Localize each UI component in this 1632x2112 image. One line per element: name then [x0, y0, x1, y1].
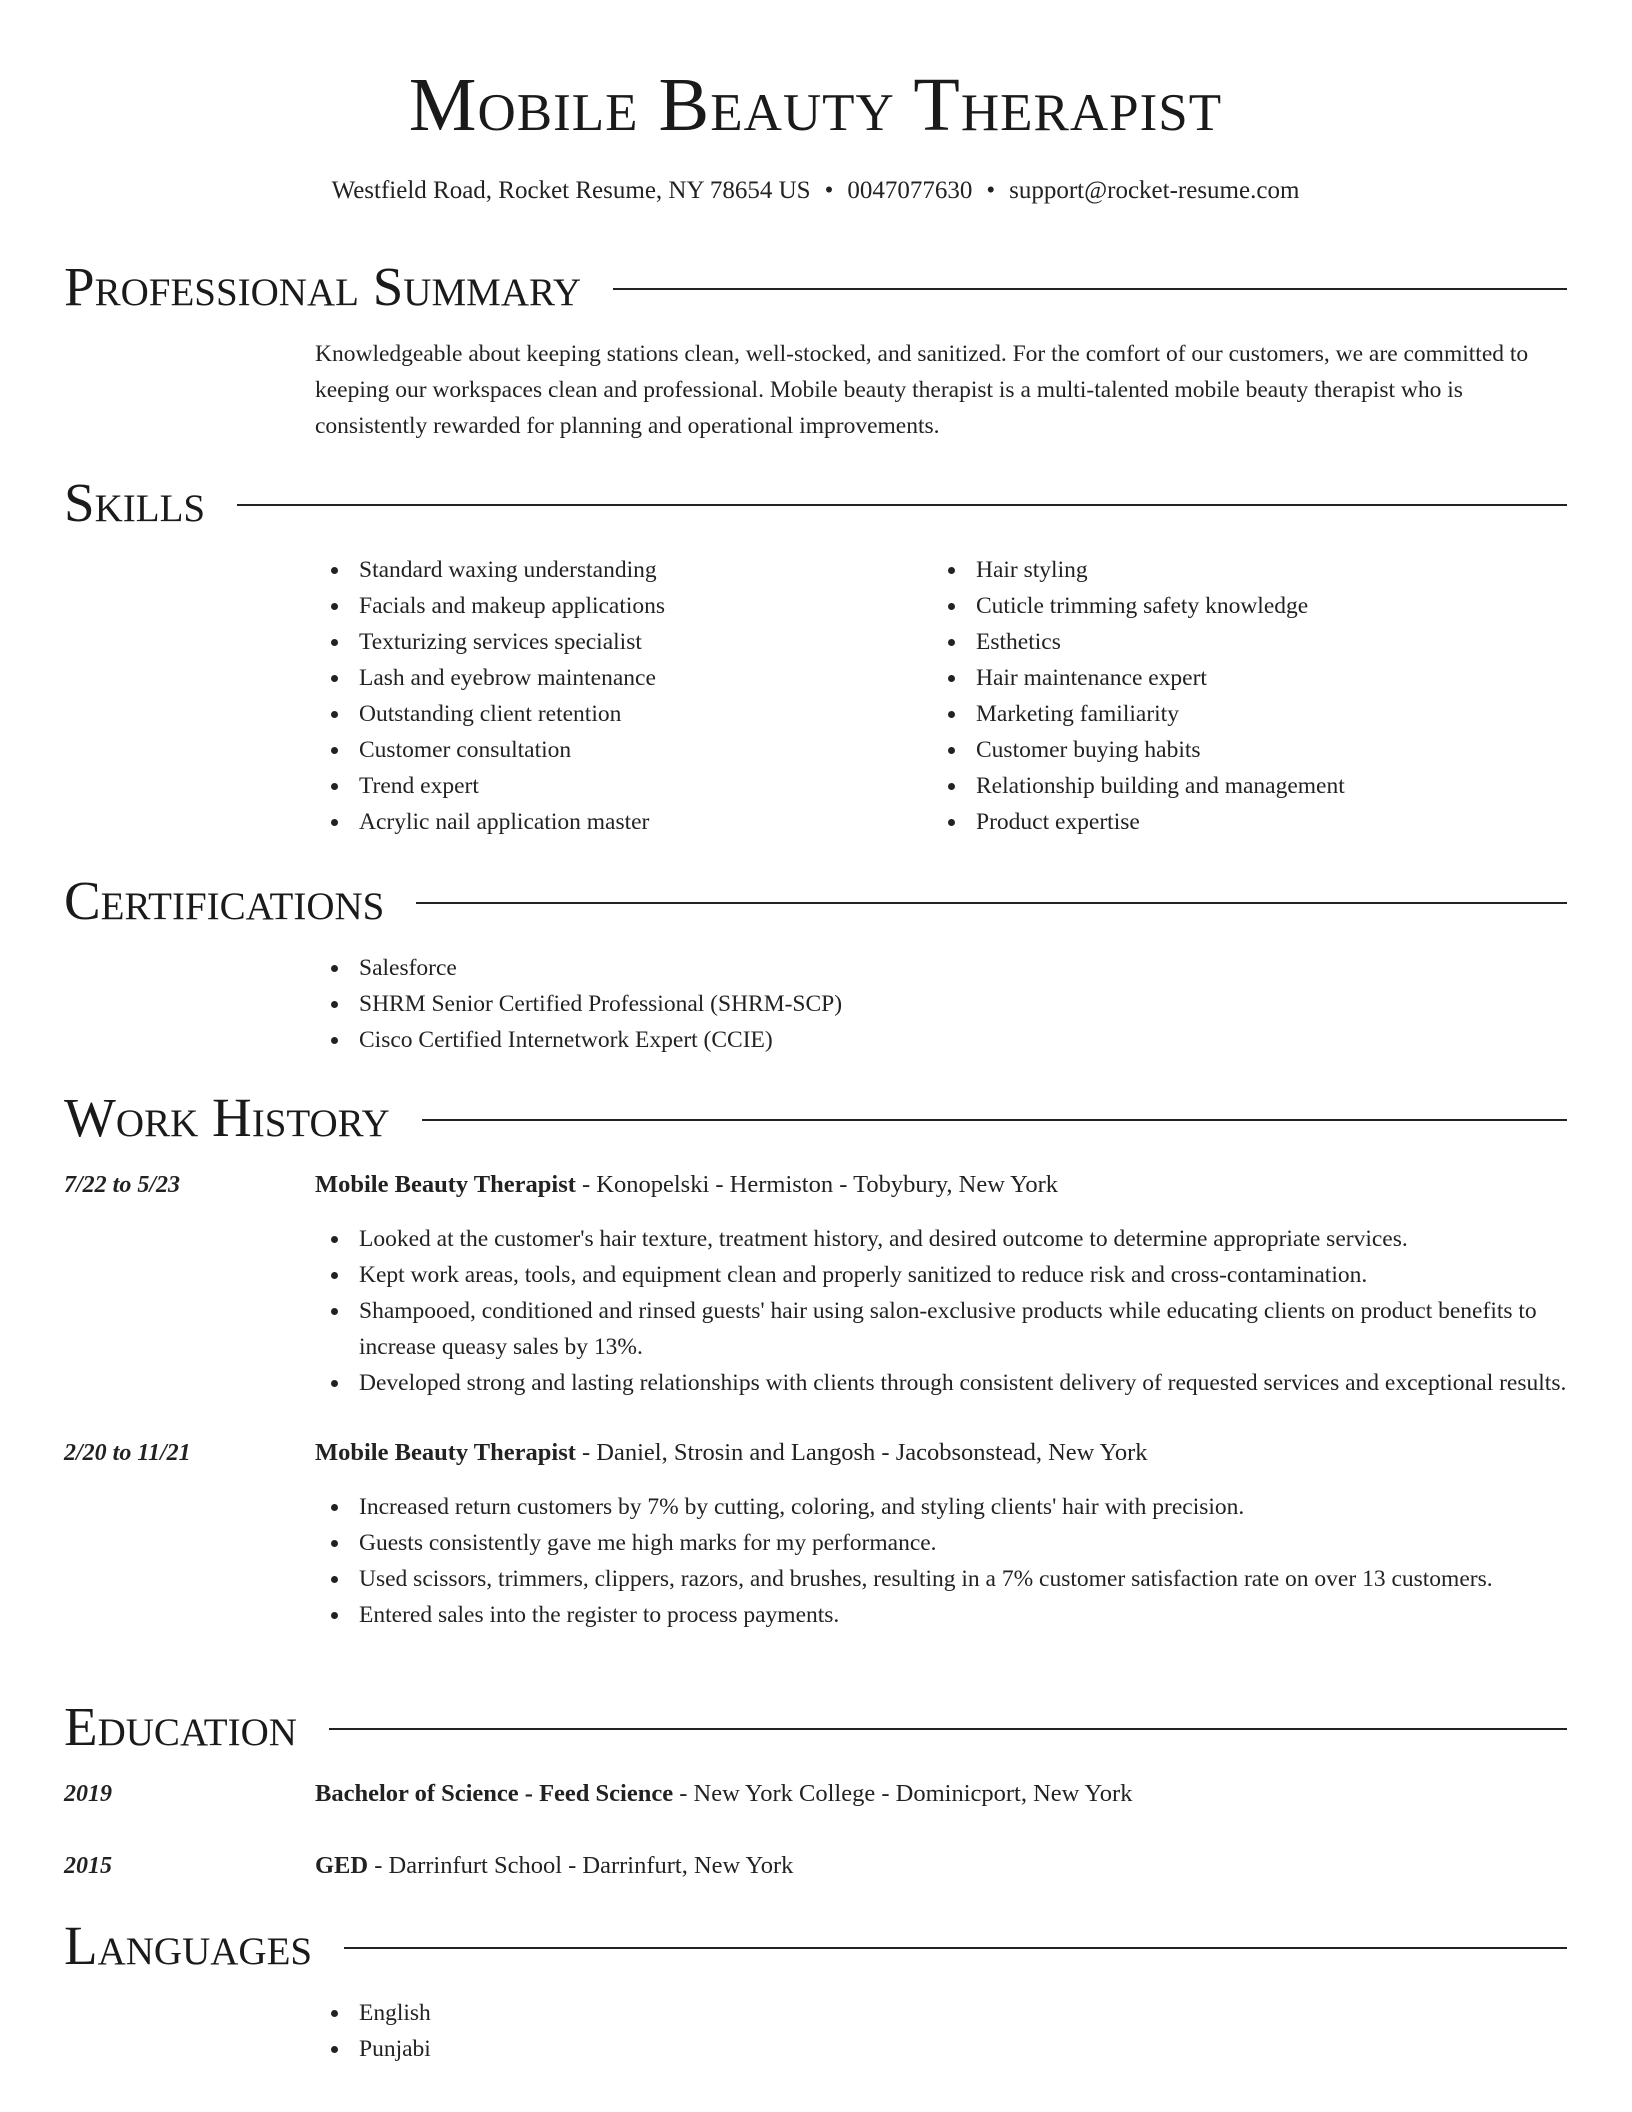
job-bullet: Guests consistently gave me high marks for my performance. [315, 1525, 1567, 1561]
skill-item: Customer buying habits [932, 732, 1549, 768]
certification-item: Cisco Certified Internetwork Expert (CCIE) [315, 1022, 1567, 1058]
certification-item: Salesforce [315, 950, 1567, 986]
skills-grid [315, 552, 1567, 840]
skill-item: Cuticle trimming safety knowledge [932, 588, 1549, 624]
contact-separator: • [824, 177, 834, 204]
job-bullet: Entered sales into the register to process payments. [315, 1597, 1567, 1633]
job-entry [64, 1435, 1567, 1633]
section-title: Certifications [64, 870, 385, 931]
contact-line [64, 174, 1567, 208]
skill-item: Product expertise [932, 804, 1549, 840]
job-bullets [315, 1221, 1567, 1401]
skill-item: Marketing familiarity [932, 696, 1549, 732]
education-year: 2019 [64, 1781, 112, 1807]
certifications-list [315, 950, 1567, 1058]
education-details [315, 1848, 1567, 1884]
section-divider [613, 288, 1567, 290]
section-header [64, 1911, 1567, 1981]
job-bullet: Shampooed, conditioned and rinsed guests' hair using salon-exclusive products while educating clients on product benefits to increase queasy sales by 13%. [315, 1293, 1567, 1365]
section-header [64, 252, 1567, 322]
section-header [64, 1692, 1567, 1762]
skill-item: Acrylic nail application master [315, 804, 932, 840]
contact-address: Westfield Road, Rocket Resume, NY 78654 US [331, 177, 811, 204]
job-entry [64, 1167, 1567, 1401]
section-header [64, 866, 1567, 936]
job-bullets [315, 1489, 1567, 1633]
language-item: Punjabi [315, 2031, 1567, 2067]
job-title-line [315, 1167, 1567, 1203]
education-entry [64, 1776, 1567, 1812]
education-degree: Bachelor of Science - Feed Science [315, 1780, 674, 1807]
job-role: Mobile Beauty Therapist [315, 1439, 576, 1466]
section-title: Work History [64, 1087, 390, 1148]
education-school: - New York College - Dominicport, New York [673, 1780, 1133, 1807]
certifications-section [64, 866, 1567, 1058]
job-role: Mobile Beauty Therapist [315, 1171, 576, 1198]
job-title-line [315, 1435, 1567, 1471]
job-bullet: Developed strong and lasting relationships with clients through consistent delivery of requested services and exceptional results. [315, 1365, 1567, 1401]
section-title: Languages [64, 1915, 313, 1976]
skill-item: Facials and makeup applications [315, 588, 932, 624]
section-title: Education [64, 1696, 297, 1757]
education-details [315, 1776, 1567, 1812]
skills-section [64, 468, 1567, 840]
skill-item: Esthetics [932, 624, 1549, 660]
job-details [315, 1167, 1567, 1401]
job-bullet: Looked at the customer's hair texture, treatment history, and desired outcome to determine appropriate services. [315, 1221, 1567, 1257]
certification-item: SHRM Senior Certified Professional (SHRM-SCP) [315, 986, 1567, 1022]
summary-section [64, 252, 1567, 444]
skill-item: Hair maintenance expert [932, 660, 1549, 696]
contact-separator: • [986, 177, 996, 204]
languages-list [315, 1995, 1567, 2067]
skill-item: Texturizing services specialist [315, 624, 932, 660]
job-dates: 2/20 to 11/21 [64, 1440, 191, 1466]
skill-item: Relationship building and management [932, 768, 1549, 804]
section-header [64, 468, 1567, 538]
section-divider [237, 504, 1567, 506]
skill-item: Lash and eyebrow maintenance [315, 660, 932, 696]
section-title: Professional Summary [64, 256, 582, 317]
section-header [64, 1083, 1567, 1153]
language-item: English [315, 1995, 1567, 2031]
skill-item: Hair styling [932, 552, 1549, 588]
education-school: - Darrinfurt School - Darrinfurt, New York [368, 1852, 794, 1879]
job-employer: - Konopelski - Hermiston - Tobybury, New York [575, 1171, 1059, 1198]
candidate-name: Mobile Beauty Therapist [408, 63, 1223, 147]
section-divider [344, 1947, 1567, 1949]
job-bullet: Increased return customers by 7% by cutting, coloring, and styling clients' hair with precision. [315, 1489, 1567, 1525]
skills-list-right [932, 552, 1549, 840]
work-history-section [64, 1083, 1567, 1633]
skill-item: Outstanding client retention [315, 696, 932, 732]
job-dates: 7/22 to 5/23 [64, 1172, 181, 1198]
job-bullet: Kept work areas, tools, and equipment clean and properly sanitized to reduce risk and cross-contamination. [315, 1257, 1567, 1293]
section-title: Skills [64, 472, 206, 533]
section-divider [422, 1119, 1567, 1121]
job-bullet: Used scissors, trimmers, clippers, razors, and brushes, resulting in a 7% customer satisfaction rate on over 13 customers. [315, 1561, 1567, 1597]
contact-phone: 0047077630 [847, 177, 973, 204]
skill-item: Trend expert [315, 768, 932, 804]
skill-item: Customer consultation [315, 732, 932, 768]
job-details [315, 1435, 1567, 1633]
summary-text: Knowledgeable about keeping stations clean, well-stocked, and sanitized. For the comfort of our customers, we are committed to keeping our workspaces clean and professional. Mobile beauty therapist is a multi-talented mobile beauty therapist who is consistently rewarded for planning and operational improvements. [315, 341, 1529, 439]
languages-section [64, 1911, 1567, 2067]
section-divider [416, 902, 1567, 904]
section-divider [329, 1728, 1567, 1730]
education-degree: GED [315, 1852, 369, 1879]
education-entry [64, 1848, 1567, 1884]
job-employer: - Daniel, Strosin and Langosh - Jacobsonstead, New York [575, 1439, 1148, 1466]
education-section [64, 1692, 1567, 1884]
contact-email[interactable]: support@rocket-resume.com [1009, 177, 1300, 204]
skill-item: Standard waxing understanding [315, 552, 932, 588]
education-year: 2015 [64, 1853, 112, 1879]
skills-list-left [315, 552, 932, 840]
